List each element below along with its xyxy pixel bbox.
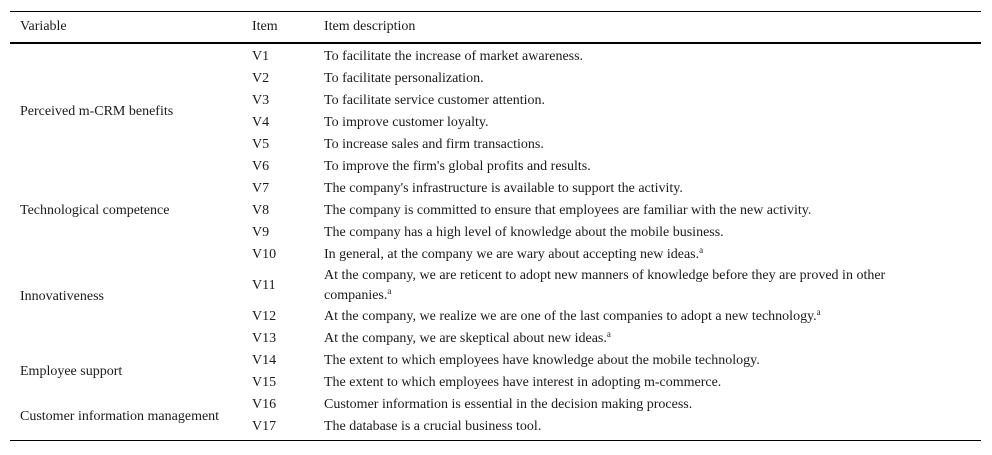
- item-description: [314, 178, 981, 200]
- item-code: V14: [252, 353, 277, 368]
- table-body: [10, 43, 981, 441]
- item-description-text: The extent to which employees have knowledge about the mobile technology.: [324, 353, 760, 368]
- item-description: [314, 68, 981, 90]
- footnote-marker: a: [816, 307, 821, 317]
- item-description: [314, 200, 981, 222]
- item-description-text: The database is a crucial business tool.: [324, 419, 542, 434]
- item-description-text: The company's infrastructure is available to support the activity.: [324, 181, 683, 196]
- item-description: [314, 112, 981, 134]
- header-description: Item description: [314, 12, 981, 44]
- item-code: V7: [252, 181, 270, 196]
- item-code: V5: [252, 137, 270, 152]
- item-code: V2: [252, 71, 270, 86]
- item-description: [314, 416, 981, 441]
- item-description-text: The company has a high level of knowledge about the mobile business.: [324, 225, 724, 240]
- item-description-text: To facilitate personalization.: [324, 71, 484, 86]
- table-row: [10, 178, 981, 200]
- item-description-text: To facilitate service customer attention.: [324, 93, 545, 108]
- item-code: V15: [252, 375, 277, 390]
- item-code: V11: [252, 278, 276, 293]
- table-row: [10, 394, 981, 416]
- item-description-text: To improve the firm's global profits and results.: [324, 159, 591, 174]
- variable-cell: Technological competence: [20, 203, 170, 218]
- item-description: [314, 43, 981, 68]
- item-code: V13: [252, 331, 277, 346]
- table-row: [10, 43, 981, 68]
- items-table: [10, 11, 981, 441]
- item-description: [314, 328, 981, 350]
- item-description-text: To increase sales and firm transactions.: [324, 137, 544, 152]
- item-code: V10: [252, 247, 277, 262]
- header-row: [10, 12, 981, 44]
- item-description: [314, 266, 981, 306]
- item-description-text: To facilitate the increase of market awareness.: [324, 49, 584, 64]
- item-description: [314, 372, 981, 394]
- item-code: V1: [252, 49, 270, 64]
- item-description-text: Customer information is essential in the decision making process.: [324, 397, 693, 412]
- footnote-marker: a: [387, 286, 392, 296]
- item-code: V9: [252, 225, 270, 240]
- item-description-text: At the company, we are reticent to adopt new manners of knowledge before they are proved in other companies.: [324, 268, 886, 303]
- item-description: [314, 156, 981, 178]
- item-description: [314, 90, 981, 112]
- item-description-text: To improve customer loyalty.: [324, 115, 489, 130]
- header-item: Item: [242, 12, 314, 44]
- item-code: V4: [252, 115, 270, 130]
- item-code: V6: [252, 159, 270, 174]
- item-description: [314, 350, 981, 372]
- item-description-text: The company is committed to ensure that employees are familiar with the new activity.: [324, 203, 812, 218]
- item-description: [314, 134, 981, 156]
- footnote-marker: a: [606, 329, 611, 339]
- item-code: V17: [252, 419, 277, 434]
- item-description-text: In general, at the company we are wary about accepting new ideas.: [324, 247, 700, 262]
- variable-cell: Perceived m-CRM benefits: [20, 104, 174, 119]
- item-code: V12: [252, 309, 277, 324]
- item-code: V8: [252, 203, 270, 218]
- item-code: V16: [252, 397, 277, 412]
- item-description-text: At the company, we are skeptical about new ideas.: [324, 331, 607, 346]
- header-variable: Variable: [10, 12, 242, 44]
- item-description: [314, 306, 981, 328]
- item-description-text: At the company, we realize we are one of the last companies to adopt a new technology.: [324, 309, 817, 324]
- item-description: [314, 222, 981, 244]
- table-row: [10, 350, 981, 372]
- footnote-marker: a: [699, 245, 704, 255]
- variable-cell: Customer information management: [20, 409, 220, 424]
- variable-cell: Employee support: [20, 364, 123, 379]
- item-description: [314, 394, 981, 416]
- table-row: [10, 244, 981, 266]
- variable-cell: Innovativeness: [20, 289, 104, 304]
- item-code: V3: [252, 93, 270, 108]
- item-description-text: The extent to which employees have interest in adopting m-commerce.: [324, 375, 722, 390]
- item-description: [314, 244, 981, 266]
